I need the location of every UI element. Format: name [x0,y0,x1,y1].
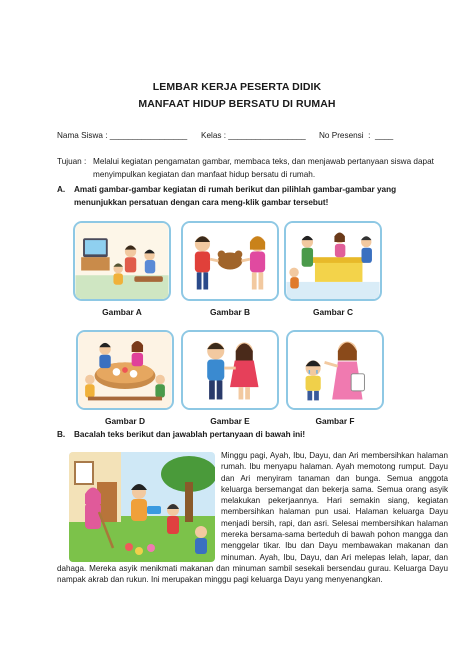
section-b-text: Bacalah teks berikut dan jawablah pertanyaan di bawah ini! [74,430,306,439]
section-a-instruction [57,184,447,209]
worksheet-subtitle: MANFAAT HIDUP BERSATU DI RUMAH [138,98,336,110]
learning-goal [57,156,447,181]
story-picture-spacer [57,450,221,562]
mother-scolding-crying-child-icon [288,332,382,408]
boy-and-girl-holding-hands-icon [183,332,277,408]
picture-card-b[interactable] [181,221,279,301]
family-cleaning-table-icon [286,223,380,299]
section-a-number: A. [57,185,66,194]
student-name-field[interactable]: Nama Siswa : _________________ [57,131,188,140]
family-dining-together-icon [78,332,172,408]
family-watching-tv-icon [75,223,169,299]
picture-caption-b: Gambar B [209,307,251,317]
picture-card-e[interactable] [181,330,279,410]
picture-caption-a: Gambar A [102,307,142,317]
picture-card-f[interactable] [286,330,384,410]
picture-card-d[interactable] [76,330,174,410]
goal-label: Tujuan : [57,157,87,166]
story-text-block [57,450,448,586]
picture-card-a[interactable] [73,221,171,301]
picture-caption-f: Gambar F [315,416,355,426]
section-a-text: Amati gambar-gambar kegiatan di rumah berikut dan pilihlah gambar-gambar yang menunjukkan persatuan dengan cara meng-klik gambar tersebut! [74,185,397,207]
student-identity-line [57,131,434,140]
picture-caption-d: Gambar D [104,416,146,426]
story-text: Minggu pagi, Ayah, Ibu, Dayu, dan Ari membersihkan halaman rumah. Ibu menyapu halaman. Ayah memotong rumput. Dayu dan Ari menyiram tanaman dan bunga. Semua anggota keluarga bersemangat dan bekerja sama. Semua orang asyik melakukan pekerjaannya. Hari semakin siang, kegiatan membersihkan halaman pun usai. Halaman keluarga Dayu menjadi bersih, rapi, dan asri. Selesai membersihkan halaman mereka bersama-sama berteduh di bawah pohon mangga dan menggelar tikar. Ibu dan Dayu membawakan makanan dan minuman. Ayah, Ibu, Dayu, dan Ari melepas lelah, lapar, dan dahaga. Mereka asyik menikmati makanan dan minuman sambil sesekali bersendau gurau. Keluarga Dayu nampak akrab dan rukun. Ini merupakan minggu pagi keluarga Dayu yang menyenangkan. [57,451,448,585]
picture-caption-c: Gambar C [312,307,354,317]
worksheet-title: LEMBAR KERJA PESERTA DIDIK [152,81,322,93]
section-b-number: B. [57,430,66,439]
picture-caption-e: Gambar E [210,416,250,426]
student-number-field[interactable]: No Presensi : ____ [319,131,394,140]
children-fighting-over-toy-icon [183,223,277,299]
goal-text: Melalui kegiatan pengamatan gambar, membaca teks, dan menjawab pertanyaan siswa dapat menyimpulkan kegiatan dan manfaat hidup bersatu di rumah. [93,157,434,179]
picture-card-c[interactable] [284,221,382,301]
section-b-instruction [57,430,447,439]
student-class-field[interactable]: Kelas : _________________ [201,131,306,140]
